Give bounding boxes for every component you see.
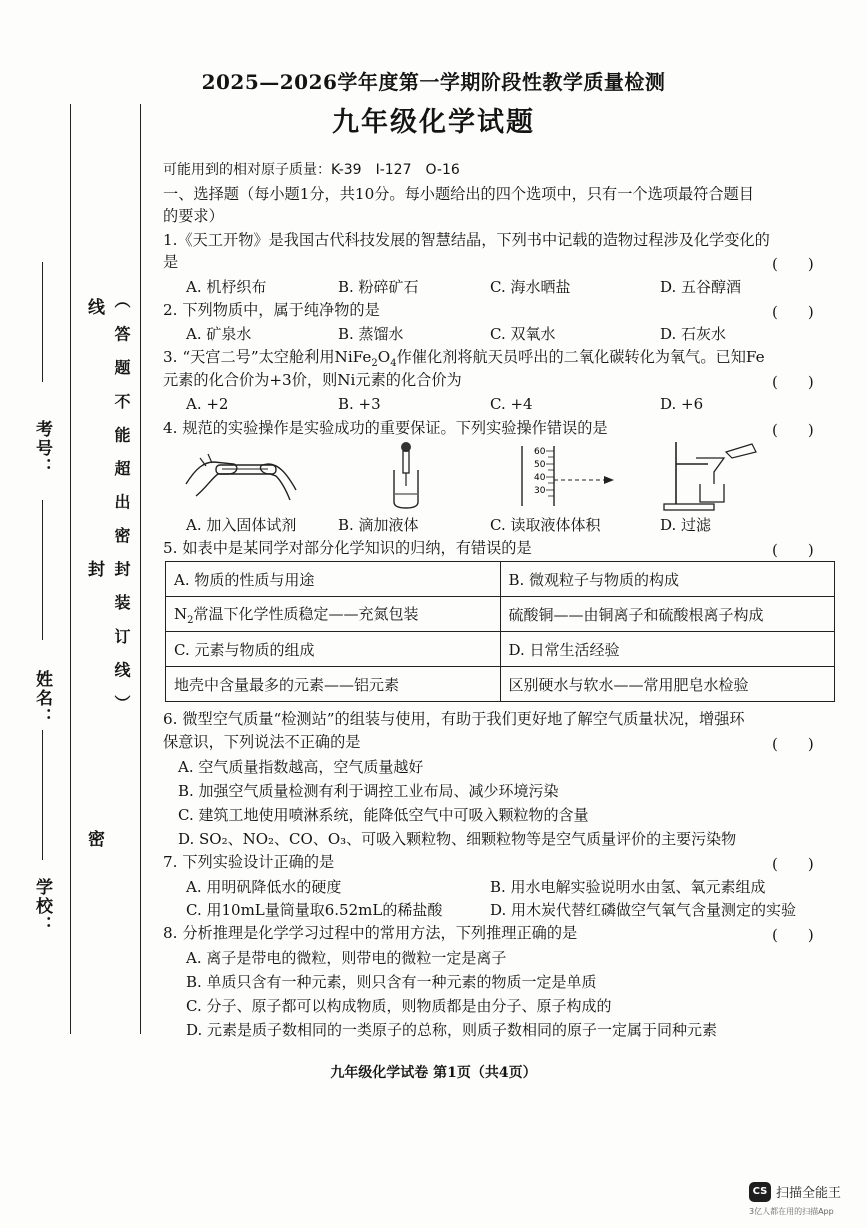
q3-stem-1: 3. “天宫二号”太空舱利用$NiFe_2O_4$作催化剂将航天员呼出的二氧化碳转化为氧气。已知Fe	[163, 348, 765, 370]
camscanner-name: 扫描全能王	[776, 1186, 842, 1201]
q7-option-d: D. 用木炭代替红磷做空气氧气含量测定的实验	[490, 901, 797, 919]
tick-label-40: 40	[534, 473, 546, 483]
camscanner-tagline: 3亿人都在用的扫描App	[749, 1207, 834, 1216]
q4-answer-bracket: ( )	[772, 421, 814, 439]
q3-answer-bracket: ( )	[772, 373, 814, 391]
q6-option-a: A. 空气质量指数越高，空气质量越好	[178, 758, 424, 776]
q4-option-a: A. 加入固体试剂	[186, 516, 297, 534]
table-cell: C. 元素与物质的组成	[166, 632, 501, 667]
q1-answer-bracket: ( )	[772, 255, 814, 273]
q1-stem-2: 是	[163, 253, 179, 271]
section1-instructions-1: 一、选择题（每小题1分，共10分。每小题给出的四个选项中，只有一个选项最符合题目	[163, 185, 754, 203]
binding-line-right	[140, 104, 141, 1034]
q6-option-b: B. 加强空气质量检测有利于调控工业布局、减少环境污染	[178, 782, 559, 800]
q7-option-c: C. 用10mL量筒量取6.52mL的稀盐酸	[186, 901, 443, 919]
q8-option-a: A. 离子是带电的微粒，则带电的微粒一定是离子	[186, 949, 507, 967]
knowledge-table	[165, 561, 835, 702]
exam-number-blank	[42, 262, 43, 382]
q5-answer-bracket: ( )	[772, 541, 814, 559]
q6-stem-1: 6. 微型空气质量“检测站”的组装与使用，有助于我们更好地了解空气质量状况，增强环	[163, 710, 745, 728]
table-cell: A. 物质的性质与用途	[166, 562, 501, 597]
seal-word-mi: 密	[84, 830, 104, 849]
q1-option-d: D. 五谷醇酒	[660, 278, 742, 296]
q6-stem-2: 保意识，下列说法不正确的是	[163, 733, 361, 751]
q6-option-d: D. SO₂、NO₂、CO、O₃、可吸入颗粒物、细颗粒物等是空气质量评价的主要污染物	[178, 830, 737, 848]
seal-word-feng: 封	[84, 560, 104, 579]
table-row	[166, 632, 835, 667]
name-label: 姓名：	[32, 670, 52, 727]
q3-option-c: C. +4	[490, 395, 533, 413]
q8-option-c: C. 分子、原子都可以构成物质，则物质都是由分子、原子构成的	[186, 997, 612, 1015]
school-label: 学校：	[32, 878, 52, 935]
table-cell: 地壳中含量最多的元素——铝元素	[166, 667, 501, 702]
q2-option-a: A. 矿泉水	[186, 325, 252, 343]
camscanner-logo: CS	[749, 1182, 771, 1202]
section1-instructions-2: 的要求）	[163, 207, 224, 225]
q4-stem: 4. 规范的实验操作是实验成功的重要保证。下列实验操作错误的是	[163, 419, 608, 437]
q2-answer-bracket: ( )	[772, 303, 814, 321]
q2-stem: 2. 下列物质中，属于纯净物的是	[163, 301, 380, 319]
q7-answer-bracket: ( )	[772, 855, 814, 873]
q3-option-d: D. +6	[660, 395, 704, 413]
school-blank	[42, 730, 43, 860]
tick-label-60: 60	[534, 447, 546, 457]
q2-option-c: C. 双氧水	[490, 325, 556, 343]
q7-option-b: B. 用水电解实验说明水由氢、氧元素组成	[490, 878, 766, 896]
q1-option-a: A. 机杼织布	[186, 278, 267, 296]
q8-stem: 8. 分析推理是化学学习过程中的常用方法，下列推理正确的是	[163, 924, 578, 942]
table-row	[166, 597, 835, 632]
exam-subtitle: 九年级化学试题	[332, 107, 535, 138]
q2-option-d: D. 石灰水	[660, 325, 727, 343]
q3-stem-2: 元素的化合价为+3价，则Ni元素的化合价为	[163, 371, 462, 389]
name-blank	[42, 500, 43, 640]
q4-option-b: B. 滴加液体	[338, 516, 419, 534]
q8-option-b: B. 单质只含有一种元素，则只含有一种元素的物质一定是单质	[186, 973, 597, 991]
q6-option-c: C. 建筑工地使用喷淋系统，能降低空气中可吸入颗粒物的含量	[178, 806, 589, 824]
exam-title: 2025—2026学年度第一学期阶段性教学质量检测	[201, 70, 666, 94]
table-row	[166, 562, 835, 597]
q5-stem: 5. 如表中是某同学对部分化学知识的归纳，有错误的是	[163, 539, 532, 557]
q3-option-a: A. +2	[186, 395, 229, 413]
table-cell: $N_2$常温下化学性质稳定——充氮包装	[166, 597, 501, 632]
seal-notice: （ 答 题 不 能 超 出 密 封 装 订 线 ）	[112, 292, 131, 717]
table-row	[166, 667, 835, 702]
q7-stem: 7. 下列实验设计正确的是	[163, 853, 335, 871]
table-cell: 硫酸铜——由铜离子和硫酸根离子构成	[500, 597, 835, 632]
q1-stem-1: 1.《天工开物》是我国古代科技发展的智慧结晶，下列书中记载的造物过程涉及化学变化的	[163, 231, 770, 249]
adding-solid-illustration	[182, 444, 300, 506]
seal-word-xian: 线	[84, 298, 104, 317]
dropper-illustration	[386, 440, 426, 510]
atomic-masses: 可能用到的相对原子质量：K-39 I-127 O-16	[163, 162, 460, 178]
table-cell: B. 微观粒子与物质的构成	[500, 562, 835, 597]
tick-label-50: 50	[534, 460, 546, 470]
q4-option-d: D. 过滤	[660, 516, 712, 534]
graduated-cylinder-illustration	[518, 442, 628, 510]
filtration-illustration	[660, 438, 760, 512]
q7-option-a: A. 用明矾降低水的硬度	[186, 878, 342, 896]
q8-answer-bracket: ( )	[772, 926, 814, 944]
q4-option-c: C. 读取液体体积	[490, 516, 601, 534]
q1-option-b: B. 粉碎矿石	[338, 278, 419, 296]
binding-line-left	[70, 104, 71, 1034]
table-cell: 区别硬水与软水——常用肥皂水检验	[500, 667, 835, 702]
page-footer: 九年级化学试卷 第1页（共4页）	[330, 1065, 537, 1081]
table-cell: D. 日常生活经验	[500, 632, 835, 667]
q6-answer-bracket: ( )	[772, 735, 814, 753]
q2-option-b: B. 蒸馏水	[338, 325, 404, 343]
exam-number-label: 考号：	[32, 420, 52, 477]
q1-option-c: C. 海水晒盐	[490, 278, 571, 296]
q8-option-d: D. 元素是质子数相同的一类原子的总称，则质子数相同的原子一定属于同种元素	[186, 1021, 718, 1039]
q3-option-b: B. +3	[338, 395, 381, 413]
tick-label-30: 30	[534, 486, 546, 496]
